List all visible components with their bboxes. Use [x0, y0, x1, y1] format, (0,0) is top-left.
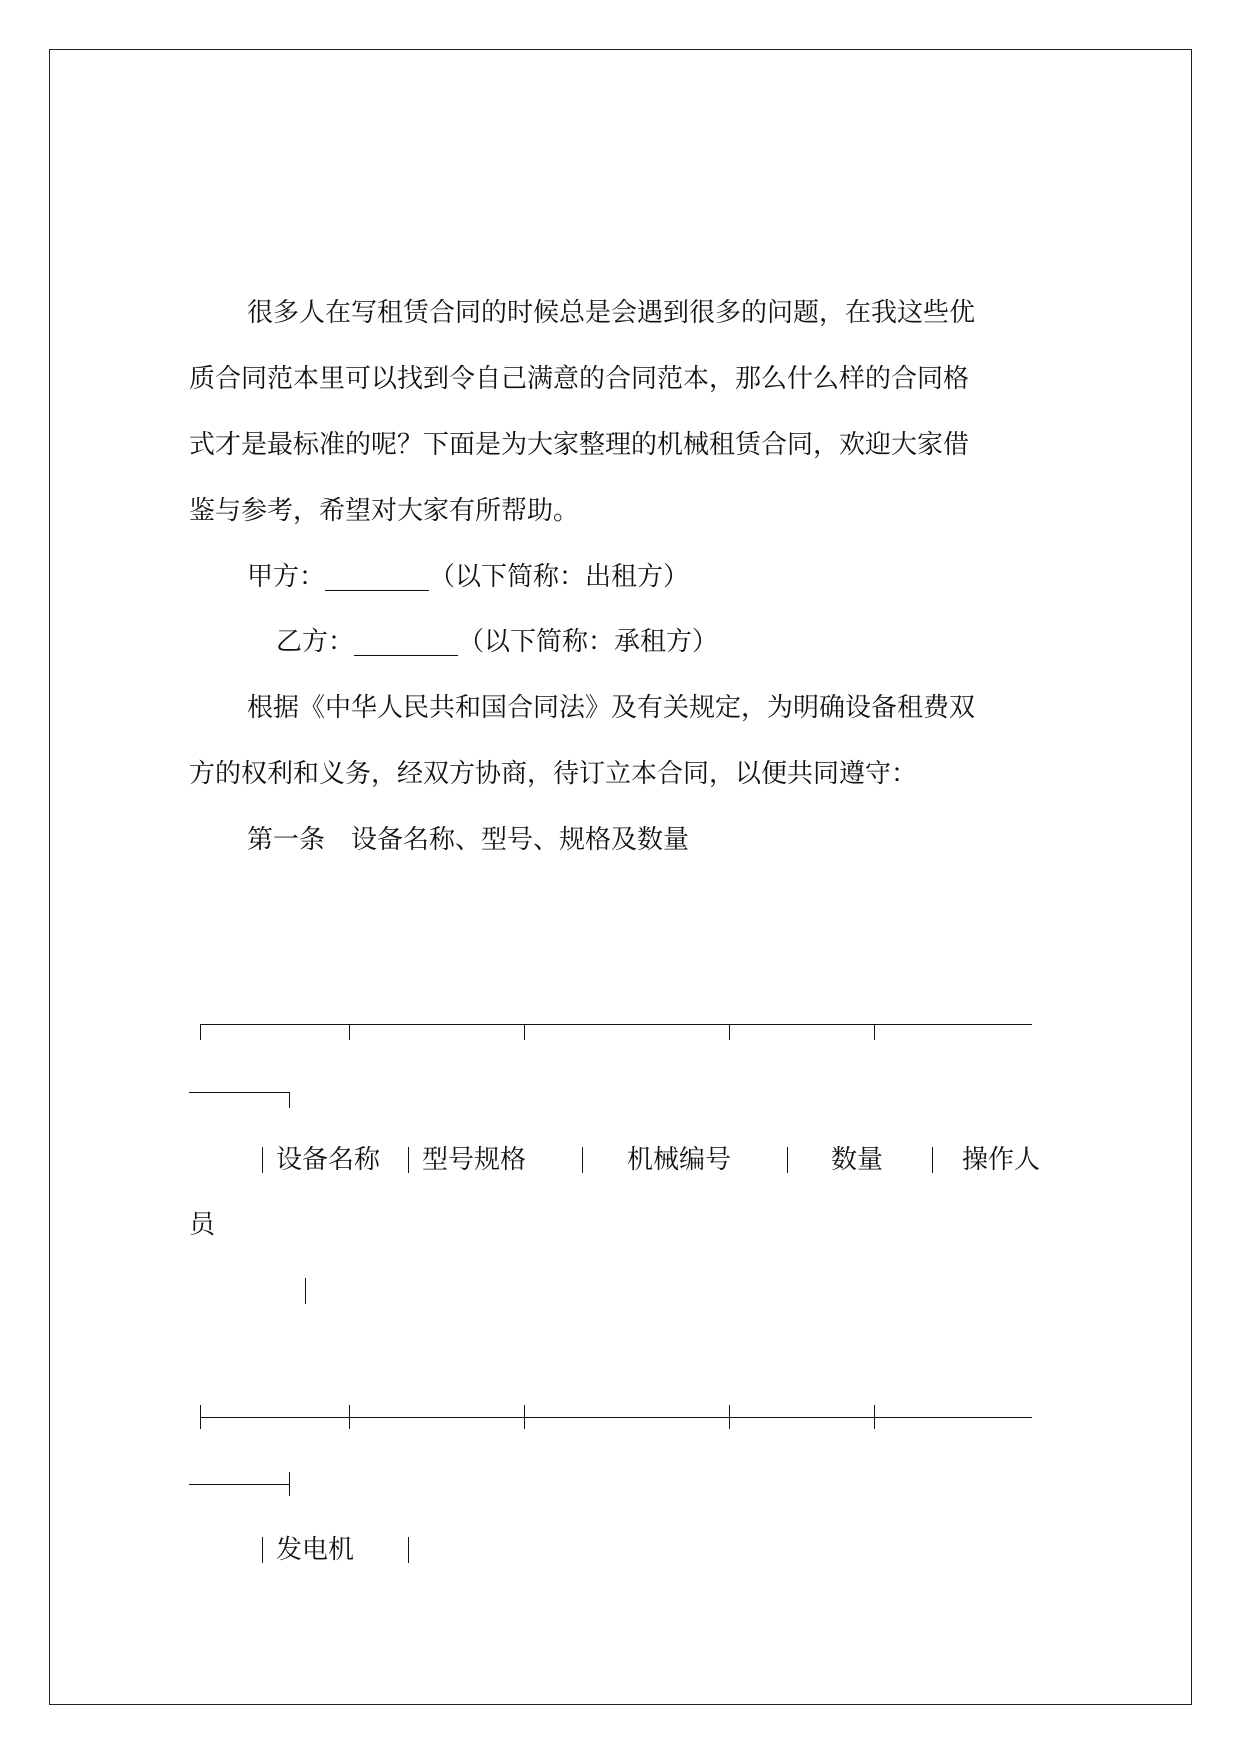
header-machine-number: 机械编号: [627, 1145, 732, 1175]
article-1-heading: 第一条 设备名称、型号、规格及数量: [247, 825, 690, 855]
intro-line-4: 鉴与参考，希望对大家有所帮助。: [189, 496, 580, 526]
intro-line-3: 式才是最标准的呢？下面是为大家整理的机械租赁合同，欢迎大家借: [189, 430, 970, 460]
intro-line-1: 很多人在写租赁合同的时候总是会遇到很多的问题，在我这些优: [247, 298, 976, 328]
header-operator-wrap: 员: [189, 1210, 216, 1240]
header-operator: 操作人: [962, 1145, 1041, 1175]
header-equipment-name: 设备名称: [276, 1145, 381, 1175]
party-b-line: 乙方：________（以下简称：承租方）: [276, 627, 719, 657]
basis-line-1: 根据《中华人民共和国合同法》及有关规定，为明确设备租费双: [247, 693, 976, 723]
party-a-line: 甲方：________（以下简称：出租方）: [247, 562, 690, 592]
row-1-equipment-name: 发电机: [276, 1535, 355, 1565]
header-model-spec: 型号规格: [422, 1145, 527, 1175]
intro-line-2: 质合同范本里可以找到令自己满意的合同范本，那么什么样的合同格: [189, 364, 970, 394]
header-quantity: 数量: [831, 1145, 884, 1175]
basis-line-2: 方的权利和义务，经双方协商，待订立本合同，以便共同遵守：: [189, 759, 918, 789]
